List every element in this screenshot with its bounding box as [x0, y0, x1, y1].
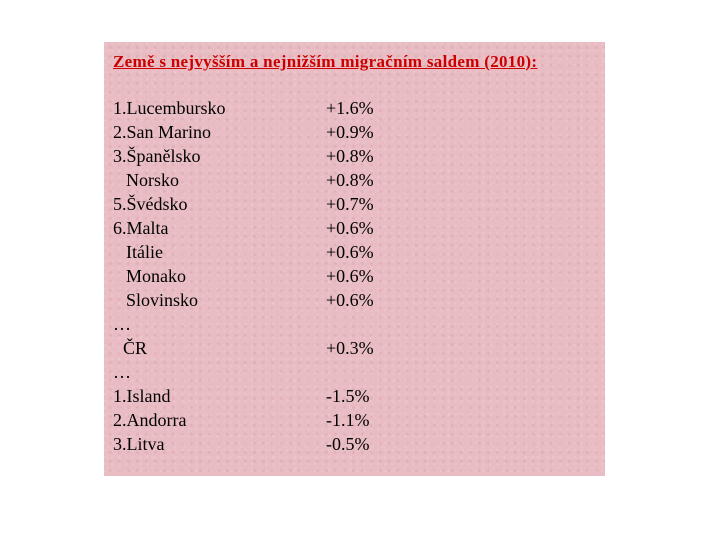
migration-value: -0.5%	[326, 434, 370, 454]
country-name: Monako	[126, 266, 186, 286]
country-name: 1.Island	[113, 386, 171, 406]
list-row-svedsko	[113, 192, 413, 216]
list-row-andorra	[113, 408, 413, 432]
list-row-ellipsis	[113, 360, 413, 384]
ellipsis-text: …	[113, 362, 131, 382]
list-row-italie	[113, 240, 413, 264]
list-row-spanelsko	[113, 144, 413, 168]
list-row-litva	[113, 432, 413, 456]
country-name: Norsko	[126, 170, 179, 190]
country-name: 1.Lucembursko	[113, 98, 226, 118]
list-row-san-marino	[113, 120, 413, 144]
migration-value: +0.9%	[326, 122, 374, 142]
country-name: 3.Španělsko	[113, 146, 201, 166]
country-name: ČR	[123, 338, 148, 358]
list-row-cr	[113, 336, 413, 360]
migration-value: +0.6%	[326, 290, 374, 310]
migration-value: +0.6%	[326, 218, 374, 238]
list-row-norsko	[113, 168, 413, 192]
migration-value: +0.6%	[326, 242, 374, 262]
list-row-slovinsko	[113, 288, 413, 312]
list-row-island	[113, 384, 413, 408]
migration-value: +0.6%	[326, 266, 374, 286]
list-row-lucembursko	[113, 96, 413, 120]
migration-value: +1.6%	[326, 98, 374, 118]
ellipsis-text: …	[113, 314, 131, 334]
migration-value: +0.3%	[326, 338, 374, 358]
country-name: Slovinsko	[126, 290, 199, 310]
migration-value: -1.5%	[326, 386, 370, 406]
country-name: 6.Malta	[113, 218, 169, 238]
list-row-malta	[113, 216, 413, 240]
list-row-ellipsis	[113, 312, 413, 336]
country-name: 3.Litva	[113, 434, 165, 454]
slide-title: Země s nejvyšším a nejnižším migračním saldem (2010):	[113, 52, 538, 71]
migration-value: +0.8%	[326, 170, 374, 190]
country-name: Itálie	[126, 242, 163, 262]
list-row-monako	[113, 264, 413, 288]
country-name: 2.San Marino	[113, 122, 211, 142]
migration-value: -1.1%	[326, 410, 370, 430]
migration-value: +0.7%	[326, 194, 374, 214]
migration-value: +0.8%	[326, 146, 374, 166]
country-name: 2.Andorra	[113, 410, 187, 430]
migration-list	[113, 96, 413, 456]
country-name: 5.Švédsko	[113, 194, 188, 214]
